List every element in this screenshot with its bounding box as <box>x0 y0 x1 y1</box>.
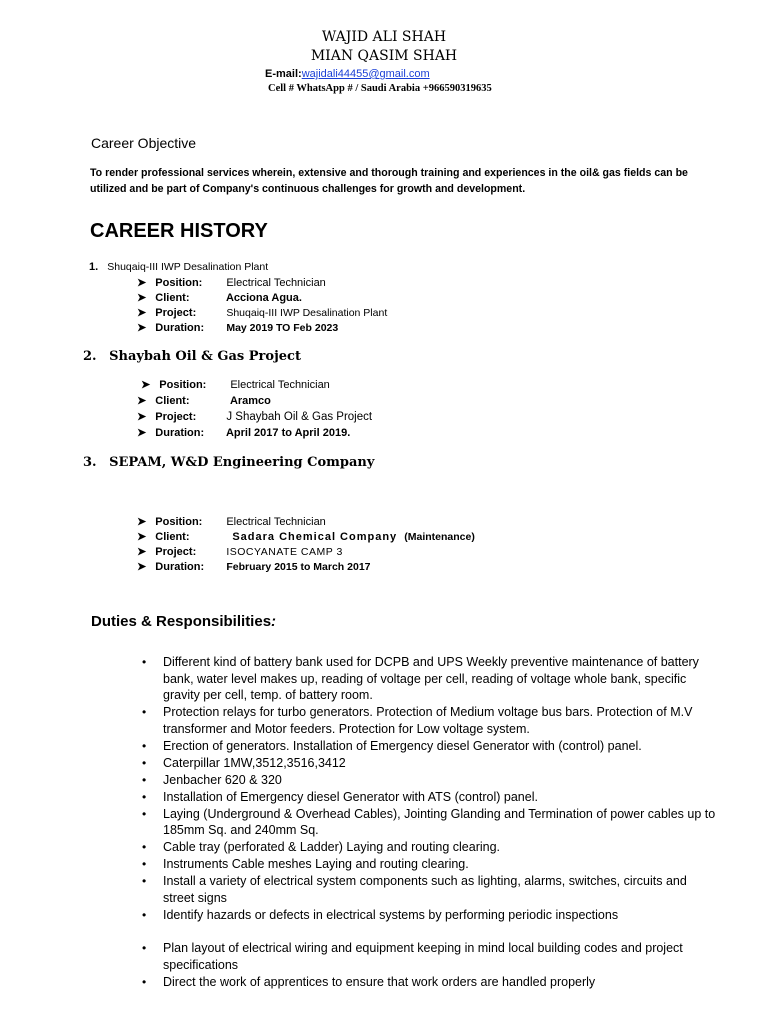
arrow-bullet-icon: ➤ <box>137 322 147 334</box>
job-3-project-label: Project: <box>155 546 197 558</box>
job-2-number: 2. <box>83 349 97 364</box>
job-1-client-label: Client: <box>155 292 190 304</box>
job-3-position-label: Position: <box>155 516 203 528</box>
job-2-title: Shaybah Oil & Gas Project <box>109 349 301 364</box>
job-2-duration-label: Duration: <box>155 427 205 439</box>
job-3-title-line <box>83 455 374 470</box>
list-item: • Jenbacher 620 & 320 <box>137 772 717 789</box>
list-item: • Laying (Underground & Overhead Cables), Jointing Glanding and Termination of power cables up to 185mm Sq. and 240mm Sq. <box>137 806 717 839</box>
job-2-position-row <box>141 378 330 391</box>
list-item: • Cable tray (perforated & Ladder) Laying and routing clearing. <box>137 839 717 856</box>
arrow-bullet-icon: ➤ <box>137 427 147 439</box>
list-item: • Direct the work of apprentices to ensure that work orders are handled properly <box>137 974 717 991</box>
job-1-duration-label: Duration: <box>155 322 205 334</box>
list-item: • Identify hazards or defects in electrical systems by performing periodic inspections <box>137 907 717 924</box>
job-2-client-value: Aramco <box>229 395 271 407</box>
arrow-bullet-icon: ➤ <box>137 516 147 528</box>
job-2-duration-value: April 2017 to April 2019. <box>225 427 351 439</box>
duties-list <box>137 654 717 991</box>
list-item: • Plan layout of electrical wiring and equipment keeping in mind local building codes and project specifications <box>137 940 717 973</box>
career-history-heading: CAREER HISTORY <box>90 220 268 242</box>
job-3-client-value: Sadara Chemical Company <box>232 531 398 543</box>
email-link[interactable]: wajidali44455@gmail.com <box>301 68 430 80</box>
arrow-bullet-icon: ➤ <box>137 531 147 543</box>
job-2-project-row <box>137 410 372 423</box>
list-item: • Installation of Emergency diesel Generator with ATS (control) panel. <box>137 789 717 806</box>
job-2-client-row <box>137 394 271 407</box>
job-3-client-row <box>137 530 475 543</box>
arrow-bullet-icon: ➤ <box>137 411 147 423</box>
list-item: • Instruments Cable meshes Laying and routing clearing. <box>137 856 717 873</box>
list-item: • Erection of generators. Installation of Emergency diesel Generator with (control) panel. <box>137 738 717 755</box>
job-3-position-value: Electrical Technician <box>226 516 326 528</box>
job-3-client-label: Client: <box>155 531 190 543</box>
arrow-bullet-icon: ➤ <box>137 561 147 573</box>
job-3-duration-label: Duration: <box>155 561 205 573</box>
job-1-client-value: Acciona Agua. <box>225 292 302 304</box>
arrow-bullet-icon: ➤ <box>137 307 147 319</box>
arrow-bullet-icon: ➤ <box>137 546 147 558</box>
cell-line: Cell # WhatsApp # / Saudi Arabia +966590319635 <box>268 83 492 94</box>
objective-line-1: To render professional services wherein, extensive and thorough training and experiences in the oil& gas fields can be <box>90 167 688 179</box>
job-2-project-value: J Shaybah Oil & Gas Project <box>226 411 373 423</box>
duties-heading <box>91 613 276 630</box>
job-3-position-row <box>137 515 326 528</box>
objective-line-2: utilized and be part of Company's continuous challenges for growth and development. <box>90 183 526 195</box>
job-3-number: 3. <box>83 455 97 470</box>
job-1-project-label: Project: <box>155 307 197 319</box>
candidate-name: WAJID ALI SHAH <box>321 29 447 45</box>
arrow-bullet-icon: ➤ <box>137 277 147 289</box>
job-1-client-row <box>137 291 302 304</box>
job-2-client-label: Client: <box>155 395 190 407</box>
job-3-duration-row <box>137 560 371 573</box>
job-1-position-label: Position: <box>155 277 203 289</box>
list-item: • Install a variety of electrical system components such as lighting, alarms, switches, circuits and street signs <box>137 873 717 906</box>
job-3-duration-value: February 2015 to March 2017 <box>226 561 371 573</box>
list-item: • Protection relays for turbo generators. Protection of Medium voltage bus bars. Protection of M.V transformer and Motor feeders. Protection for Low voltage system. <box>137 704 717 737</box>
job-2-position-label: Position: <box>159 379 207 391</box>
job-3-title: SEPAM, W&D Engineering Company <box>109 455 375 470</box>
arrow-bullet-icon: ➤ <box>137 395 147 407</box>
objective-heading: Career Objective <box>91 135 197 151</box>
job-1-number: 1. <box>89 261 99 273</box>
job-1-title-line <box>89 261 268 273</box>
job-3-client-extra: (Maintenance) <box>404 531 475 543</box>
job-1-duration-value: May 2019 TO Feb 2023 <box>226 322 339 334</box>
job-2-project-label: Project: <box>155 411 197 423</box>
job-2-title-line <box>83 349 301 364</box>
list-item: • Different kind of battery bank used for DCPB and UPS Weekly preventive maintenance of battery bank, water level makes up, reading of voltage per cell, reading of voltage whole bank, specific gravity per cell, temp. of battery room. <box>137 654 717 704</box>
job-2-position-value: Electrical Technician <box>230 379 330 391</box>
job-1-position-value: Electrical Technician <box>226 277 326 289</box>
list-item: • Caterpillar 1MW,3512,3516,3412 <box>137 755 717 772</box>
job-3-project-value: ISOCYANATE CAMP 3 <box>226 546 343 558</box>
candidate-name-secondary: MIAN QASIM SHAH <box>310 48 458 64</box>
arrow-bullet-icon: ➤ <box>141 379 151 391</box>
job-1-project-value: Shuqaiq-III IWP Desalination Plant <box>226 307 388 319</box>
job-2-duration-row <box>137 426 350 439</box>
arrow-bullet-icon: ➤ <box>137 292 147 304</box>
job-1-position-row <box>137 276 326 289</box>
email-label: E-mail: <box>265 68 302 80</box>
job-1-title: Shuqaiq-III IWP Desalination Plant <box>107 261 269 273</box>
duties-heading-text: Duties & Responsibilities <box>91 613 272 630</box>
job-1-project-row <box>137 306 387 319</box>
duties-heading-colon: : <box>271 613 277 630</box>
job-1-duration-row <box>137 321 338 334</box>
email-line <box>265 68 430 80</box>
job-3-project-row <box>137 545 343 558</box>
